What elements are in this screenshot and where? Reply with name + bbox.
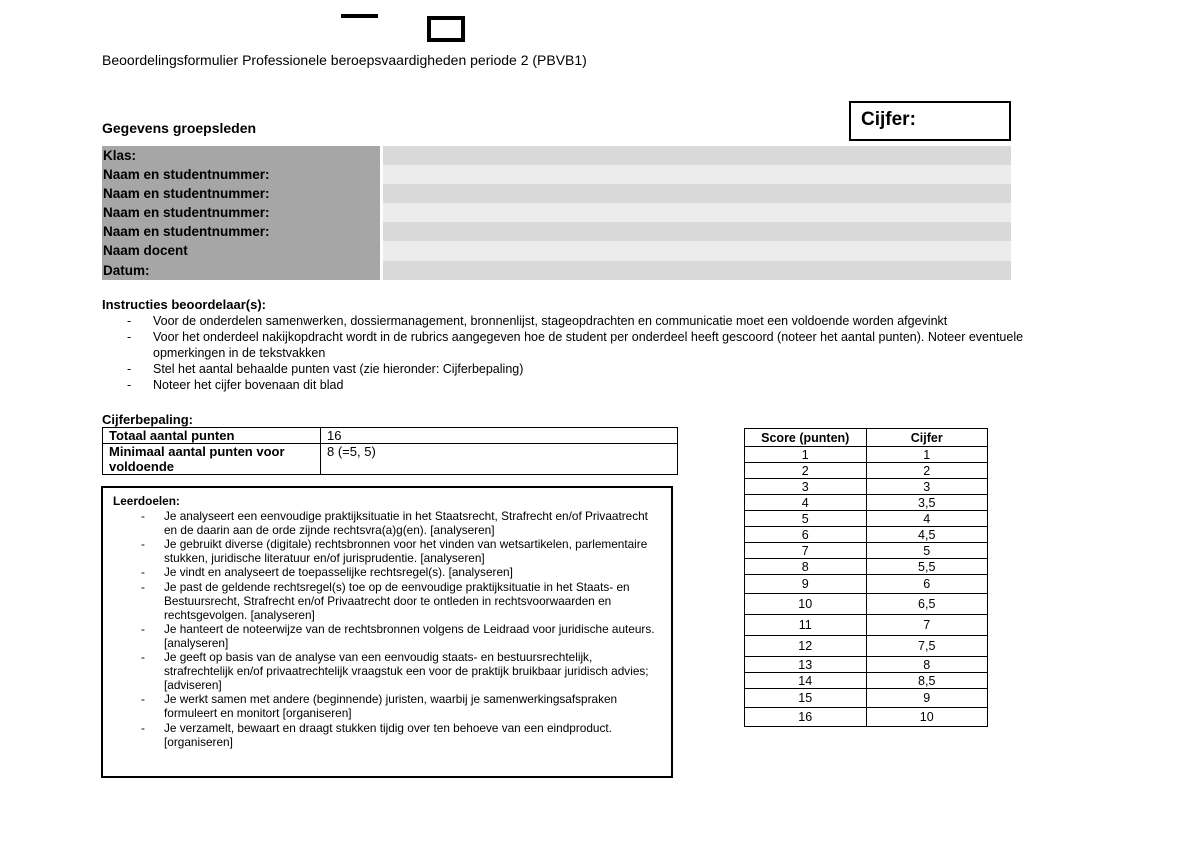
score-cell: 4 (745, 495, 867, 511)
table-header-row (745, 429, 988, 447)
cijfer-cell: 4 (866, 511, 988, 527)
form-title: Beoordelingsformulier Professionele beroepsvaardigheden periode 2 (PBVB1) (102, 52, 587, 68)
datum-field[interactable] (383, 261, 1011, 280)
score-cell: 14 (745, 673, 867, 689)
list-item: - Je geeft op basis van de analyse van een eenvoudig staats- en bestuursrechtelijk, strafrechtelijk en/of privaatrechtelijk vraagstuk een voor de praktijk bruikbaar juridisch advies; [adviseren] (113, 650, 661, 692)
table-row (745, 447, 988, 463)
score-cell: 8 (745, 559, 867, 575)
list-item: - Je gebruikt diverse (digitale) rechtsbronnen voor het vinden van wetsartikelen, parlementaire stukken, juridische literatuur en/of jurisprudentie. [analyseren] (113, 537, 661, 565)
leerdoelen-heading: Leerdoelen: (113, 494, 180, 508)
leerdoelen-list (113, 509, 661, 749)
table-row (745, 657, 988, 673)
list-item: - Je past de geldende rechtsregel(s) toe op de eenvoudige praktijksituatie in het Staats- en Bestuursrecht, Strafrecht en/of Privaatrecht door te ontleden in rechtsvoorwaarden en rechtsgevolgen. [analyseren] (113, 580, 661, 622)
table-row (745, 463, 988, 479)
cijfer-cell: 5,5 (866, 559, 988, 575)
row-label: Naam en studentnummer: (102, 222, 380, 241)
groepsleden-row (102, 261, 1011, 280)
column-header: Cijfer (866, 429, 988, 447)
cijfer-label: Cijfer: (861, 109, 916, 130)
instructies-list (125, 313, 1085, 393)
column-header: Score (punten) (745, 429, 867, 447)
list-item: - Voor de onderdelen samenwerken, dossiermanagement, bronnenlijst, stageopdrachten en communicatie moet een voldoende worden afgevinkt (125, 313, 1085, 329)
score-cell: 10 (745, 594, 867, 615)
list-item: - Je analyseert een eenvoudige praktijksituatie in het Staatsrecht, Strafrecht en/of Privaatrecht en de daarin aan de orde zijnde rechtsvra(a)g(en). [analyseren] (113, 509, 661, 537)
groepsleden-row (102, 146, 1011, 165)
table-row (745, 559, 988, 575)
groepsleden-row (102, 165, 1011, 184)
cijfer-cell: 6 (866, 575, 988, 594)
klas-field[interactable] (383, 146, 1011, 165)
student-1-field[interactable] (383, 165, 1011, 184)
header-dash-mark (341, 14, 378, 18)
row-label: Klas: (102, 146, 380, 165)
list-item: - Je vindt en analyseert de toepasselijke rechtsregel(s). [analyseren] (113, 565, 661, 579)
score-cell: 7 (745, 543, 867, 559)
instructies-heading: Instructies beoordelaar(s): (102, 297, 266, 312)
cijfer-cell: 7,5 (866, 636, 988, 657)
cell-value: 16 (321, 428, 678, 444)
table-row (745, 479, 988, 495)
groepsleden-table (102, 146, 1011, 280)
cijfer-cell: 9 (866, 689, 988, 708)
table-row (745, 511, 988, 527)
cijfer-cell: 3,5 (866, 495, 988, 511)
cijfer-cell: 8 (866, 657, 988, 673)
list-item: - Je werkt samen met andere (beginnende) juristen, waarbij je samenwerkingsafspraken formuleert en monitort [organiseren] (113, 692, 661, 720)
table-row (745, 543, 988, 559)
cijfer-cell: 6,5 (866, 594, 988, 615)
table-row (103, 444, 678, 475)
row-label: Datum: (102, 261, 380, 280)
score-cell: 5 (745, 511, 867, 527)
student-3-field[interactable] (383, 203, 1011, 222)
header-box-mark (427, 16, 465, 42)
table-row (745, 708, 988, 727)
score-cell: 3 (745, 479, 867, 495)
groepsleden-heading: Gegevens groepsleden (102, 120, 257, 136)
table-row (745, 594, 988, 615)
score-cell: 15 (745, 689, 867, 708)
docent-field[interactable] (383, 241, 1011, 260)
list-item: - Noteer het cijfer bovenaan dit blad (125, 377, 1085, 393)
cijfer-cell: 10 (866, 708, 988, 727)
score-cell: 13 (745, 657, 867, 673)
table-row (745, 615, 988, 636)
row-label: Naam en studentnummer: (102, 165, 380, 184)
groepsleden-row (102, 241, 1011, 260)
cijfer-cell: 2 (866, 463, 988, 479)
cell-label: Minimaal aantal punten voor voldoende (103, 444, 321, 475)
score-cell: 1 (745, 447, 867, 463)
cijferbepaling-table (102, 427, 678, 475)
cell-label: Totaal aantal punten (103, 428, 321, 444)
cijferbepaling-heading: Cijferbepaling: (102, 412, 194, 427)
cell-value: 8 (=5, 5) (321, 444, 678, 475)
list-item: - Je hanteert de noteerwijze van de rechtsbronnen volgens de Leidraad voor juridische auteurs. [analyseren] (113, 622, 661, 650)
student-4-field[interactable] (383, 222, 1011, 241)
table-row (745, 495, 988, 511)
cijfer-cell: 5 (866, 543, 988, 559)
score-cell: 2 (745, 463, 867, 479)
groepsleden-row (102, 203, 1011, 222)
list-item: - Voor het onderdeel nakijkopdracht wordt in de rubrics aangegeven hoe de student per onderdeel heeft gescoord (noteer het aantal punten). Noteer eventuele opmerkingen in de tekstvakken (125, 329, 1085, 361)
score-cell: 12 (745, 636, 867, 657)
groepsleden-row (102, 184, 1011, 203)
table-row (745, 527, 988, 543)
score-cell: 11 (745, 615, 867, 636)
row-label: Naam en studentnummer: (102, 203, 380, 222)
cijfer-cell: 4,5 (866, 527, 988, 543)
cijfer-cell: 7 (866, 615, 988, 636)
table-row (103, 428, 678, 444)
score-cell: 9 (745, 575, 867, 594)
table-row (745, 636, 988, 657)
cijfer-cell: 1 (866, 447, 988, 463)
groepsleden-row (102, 222, 1011, 241)
table-row (745, 689, 988, 708)
row-label: Naam docent (102, 241, 380, 260)
list-item: - Je verzamelt, bewaart en draagt stukken tijdig over ten behoeve van een eindproduct. [organiseren] (113, 721, 661, 749)
cijfer-cell: 3 (866, 479, 988, 495)
cijfer-box[interactable] (849, 101, 1011, 141)
table-row (745, 673, 988, 689)
cijfer-cell: 8,5 (866, 673, 988, 689)
score-table (744, 428, 988, 727)
student-2-field[interactable] (383, 184, 1011, 203)
score-cell: 6 (745, 527, 867, 543)
leerdoelen-box (101, 486, 673, 778)
list-item: - Stel het aantal behaalde punten vast (zie hieronder: Cijferbepaling) (125, 361, 1085, 377)
row-label: Naam en studentnummer: (102, 184, 380, 203)
score-cell: 16 (745, 708, 867, 727)
table-row (745, 575, 988, 594)
